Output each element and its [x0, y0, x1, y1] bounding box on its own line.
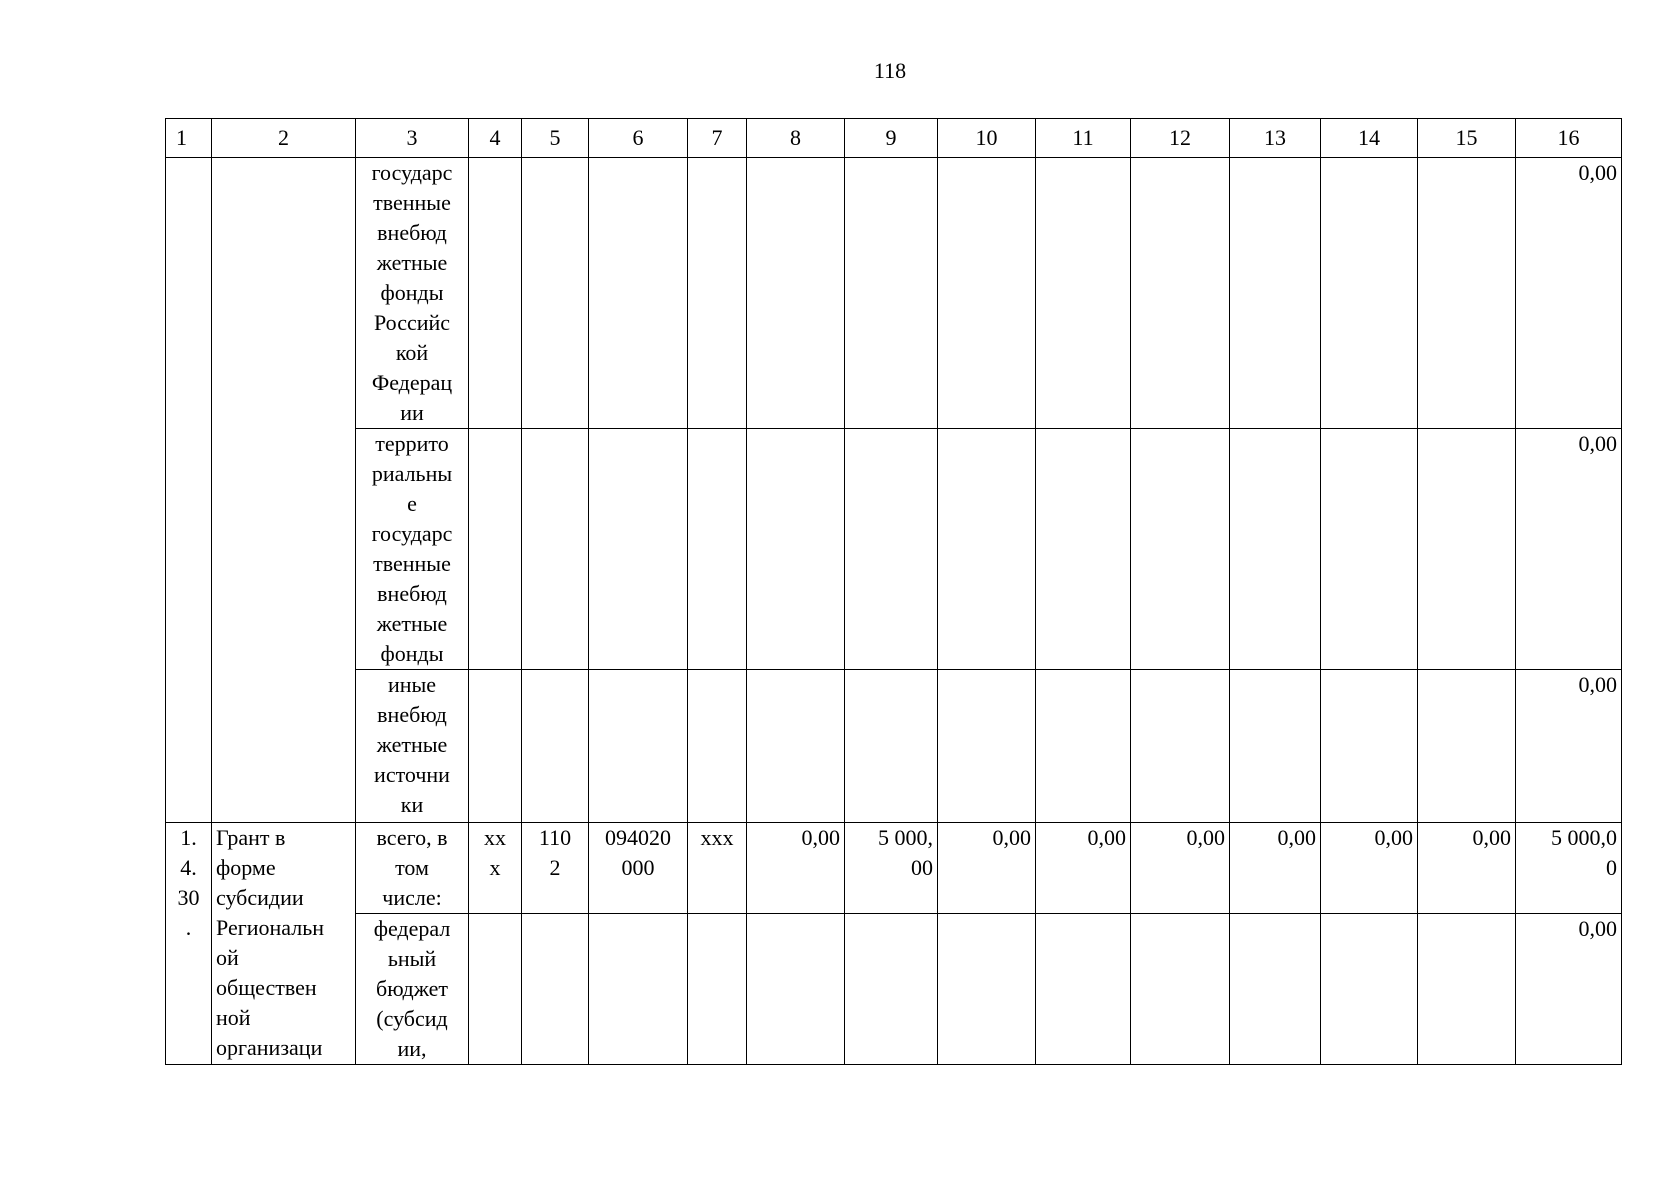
total-cell: 0,00 [1516, 914, 1622, 1065]
empty-cell [166, 158, 212, 823]
amount-cell: 0,00 [1418, 823, 1516, 914]
empty-cell [1321, 670, 1418, 823]
funding-source-cell: иные внебюд жетные источни ки [356, 670, 469, 823]
empty-cell [747, 158, 845, 429]
empty-cell [747, 914, 845, 1065]
amount-cell: 0,00 [747, 823, 845, 914]
empty-cell [522, 914, 589, 1065]
empty-cell [469, 429, 522, 670]
empty-cell [688, 670, 747, 823]
empty-cell [522, 429, 589, 670]
empty-cell [1418, 429, 1516, 670]
empty-cell [1418, 670, 1516, 823]
page-number: 118 [873, 58, 907, 83]
empty-cell [589, 914, 688, 1065]
header-cell: 13 [1230, 119, 1321, 158]
table-row [166, 823, 1622, 914]
empty-cell [1036, 670, 1131, 823]
empty-cell [469, 158, 522, 429]
empty-cell [938, 670, 1036, 823]
header-cell: 5 [522, 119, 589, 158]
table-header-row [166, 119, 1622, 158]
empty-cell [845, 158, 938, 429]
item-name-cell: Грант в форме субсидии Региональн ой обществен ной организаци [212, 823, 356, 1065]
empty-cell [1230, 914, 1321, 1065]
total-cell: 0,00 [1516, 429, 1622, 670]
budget-table [165, 118, 1622, 1065]
header-cell: 7 [688, 119, 747, 158]
header-cell: 8 [747, 119, 845, 158]
code-cell: ххх [688, 823, 747, 914]
header-cell: 10 [938, 119, 1036, 158]
empty-cell [1418, 158, 1516, 429]
empty-cell [845, 914, 938, 1065]
empty-cell [938, 158, 1036, 429]
empty-cell [1321, 914, 1418, 1065]
header-cell: 1 [166, 119, 212, 158]
empty-cell [1321, 158, 1418, 429]
code-cell: хх х [469, 823, 522, 914]
table-row [166, 158, 1622, 429]
empty-cell [469, 914, 522, 1065]
header-cell: 9 [845, 119, 938, 158]
empty-cell [845, 429, 938, 670]
empty-cell [469, 670, 522, 823]
empty-cell [589, 158, 688, 429]
table-row [166, 429, 1622, 670]
code-cell: 094020 000 [589, 823, 688, 914]
empty-cell [589, 670, 688, 823]
empty-cell [1418, 914, 1516, 1065]
empty-cell [845, 670, 938, 823]
funding-source-cell: государс твенные внебюд жетные фонды Российс кой Федерац ии [356, 158, 469, 429]
empty-cell [938, 429, 1036, 670]
header-cell: 12 [1131, 119, 1230, 158]
code-cell: 110 2 [522, 823, 589, 914]
empty-cell [688, 158, 747, 429]
item-number-cell: 1. 4. 30 . [166, 823, 212, 1065]
amount-cell: 0,00 [1131, 823, 1230, 914]
empty-cell [1036, 914, 1131, 1065]
header-cell: 11 [1036, 119, 1131, 158]
header-cell: 14 [1321, 119, 1418, 158]
empty-cell [1036, 429, 1131, 670]
empty-cell [747, 429, 845, 670]
table-row [166, 670, 1622, 823]
header-cell: 4 [469, 119, 522, 158]
header-cell: 3 [356, 119, 469, 158]
empty-cell [522, 158, 589, 429]
empty-cell [1321, 429, 1418, 670]
empty-cell [1230, 158, 1321, 429]
empty-cell [1131, 429, 1230, 670]
total-cell: 0,00 [1516, 158, 1622, 429]
funding-source-cell: федерал ьный бюджет (субсид ии, [356, 914, 469, 1065]
header-cell: 16 [1516, 119, 1622, 158]
empty-cell [1230, 670, 1321, 823]
header-cell: 2 [212, 119, 356, 158]
empty-cell [1230, 429, 1321, 670]
empty-cell [589, 429, 688, 670]
empty-cell [747, 670, 845, 823]
amount-cell: 0,00 [1230, 823, 1321, 914]
table-row [166, 914, 1622, 1065]
amount-cell: 0,00 [938, 823, 1036, 914]
amount-cell: 5 000, 00 [845, 823, 938, 914]
amount-cell: 0,00 [1036, 823, 1131, 914]
empty-cell [1131, 670, 1230, 823]
funding-source-cell: всего, в том числе: [356, 823, 469, 914]
header-cell: 6 [589, 119, 688, 158]
empty-cell [212, 158, 356, 823]
amount-cell: 0,00 [1321, 823, 1418, 914]
funding-source-cell: террито риальны е государс твенные внебюд жетные фонды [356, 429, 469, 670]
empty-cell [522, 670, 589, 823]
empty-cell [938, 914, 1036, 1065]
total-cell: 5 000,0 0 [1516, 823, 1622, 914]
empty-cell [688, 914, 747, 1065]
total-cell: 0,00 [1516, 670, 1622, 823]
empty-cell [1036, 158, 1131, 429]
empty-cell [1131, 914, 1230, 1065]
header-cell: 15 [1418, 119, 1516, 158]
empty-cell [688, 429, 747, 670]
empty-cell [1131, 158, 1230, 429]
